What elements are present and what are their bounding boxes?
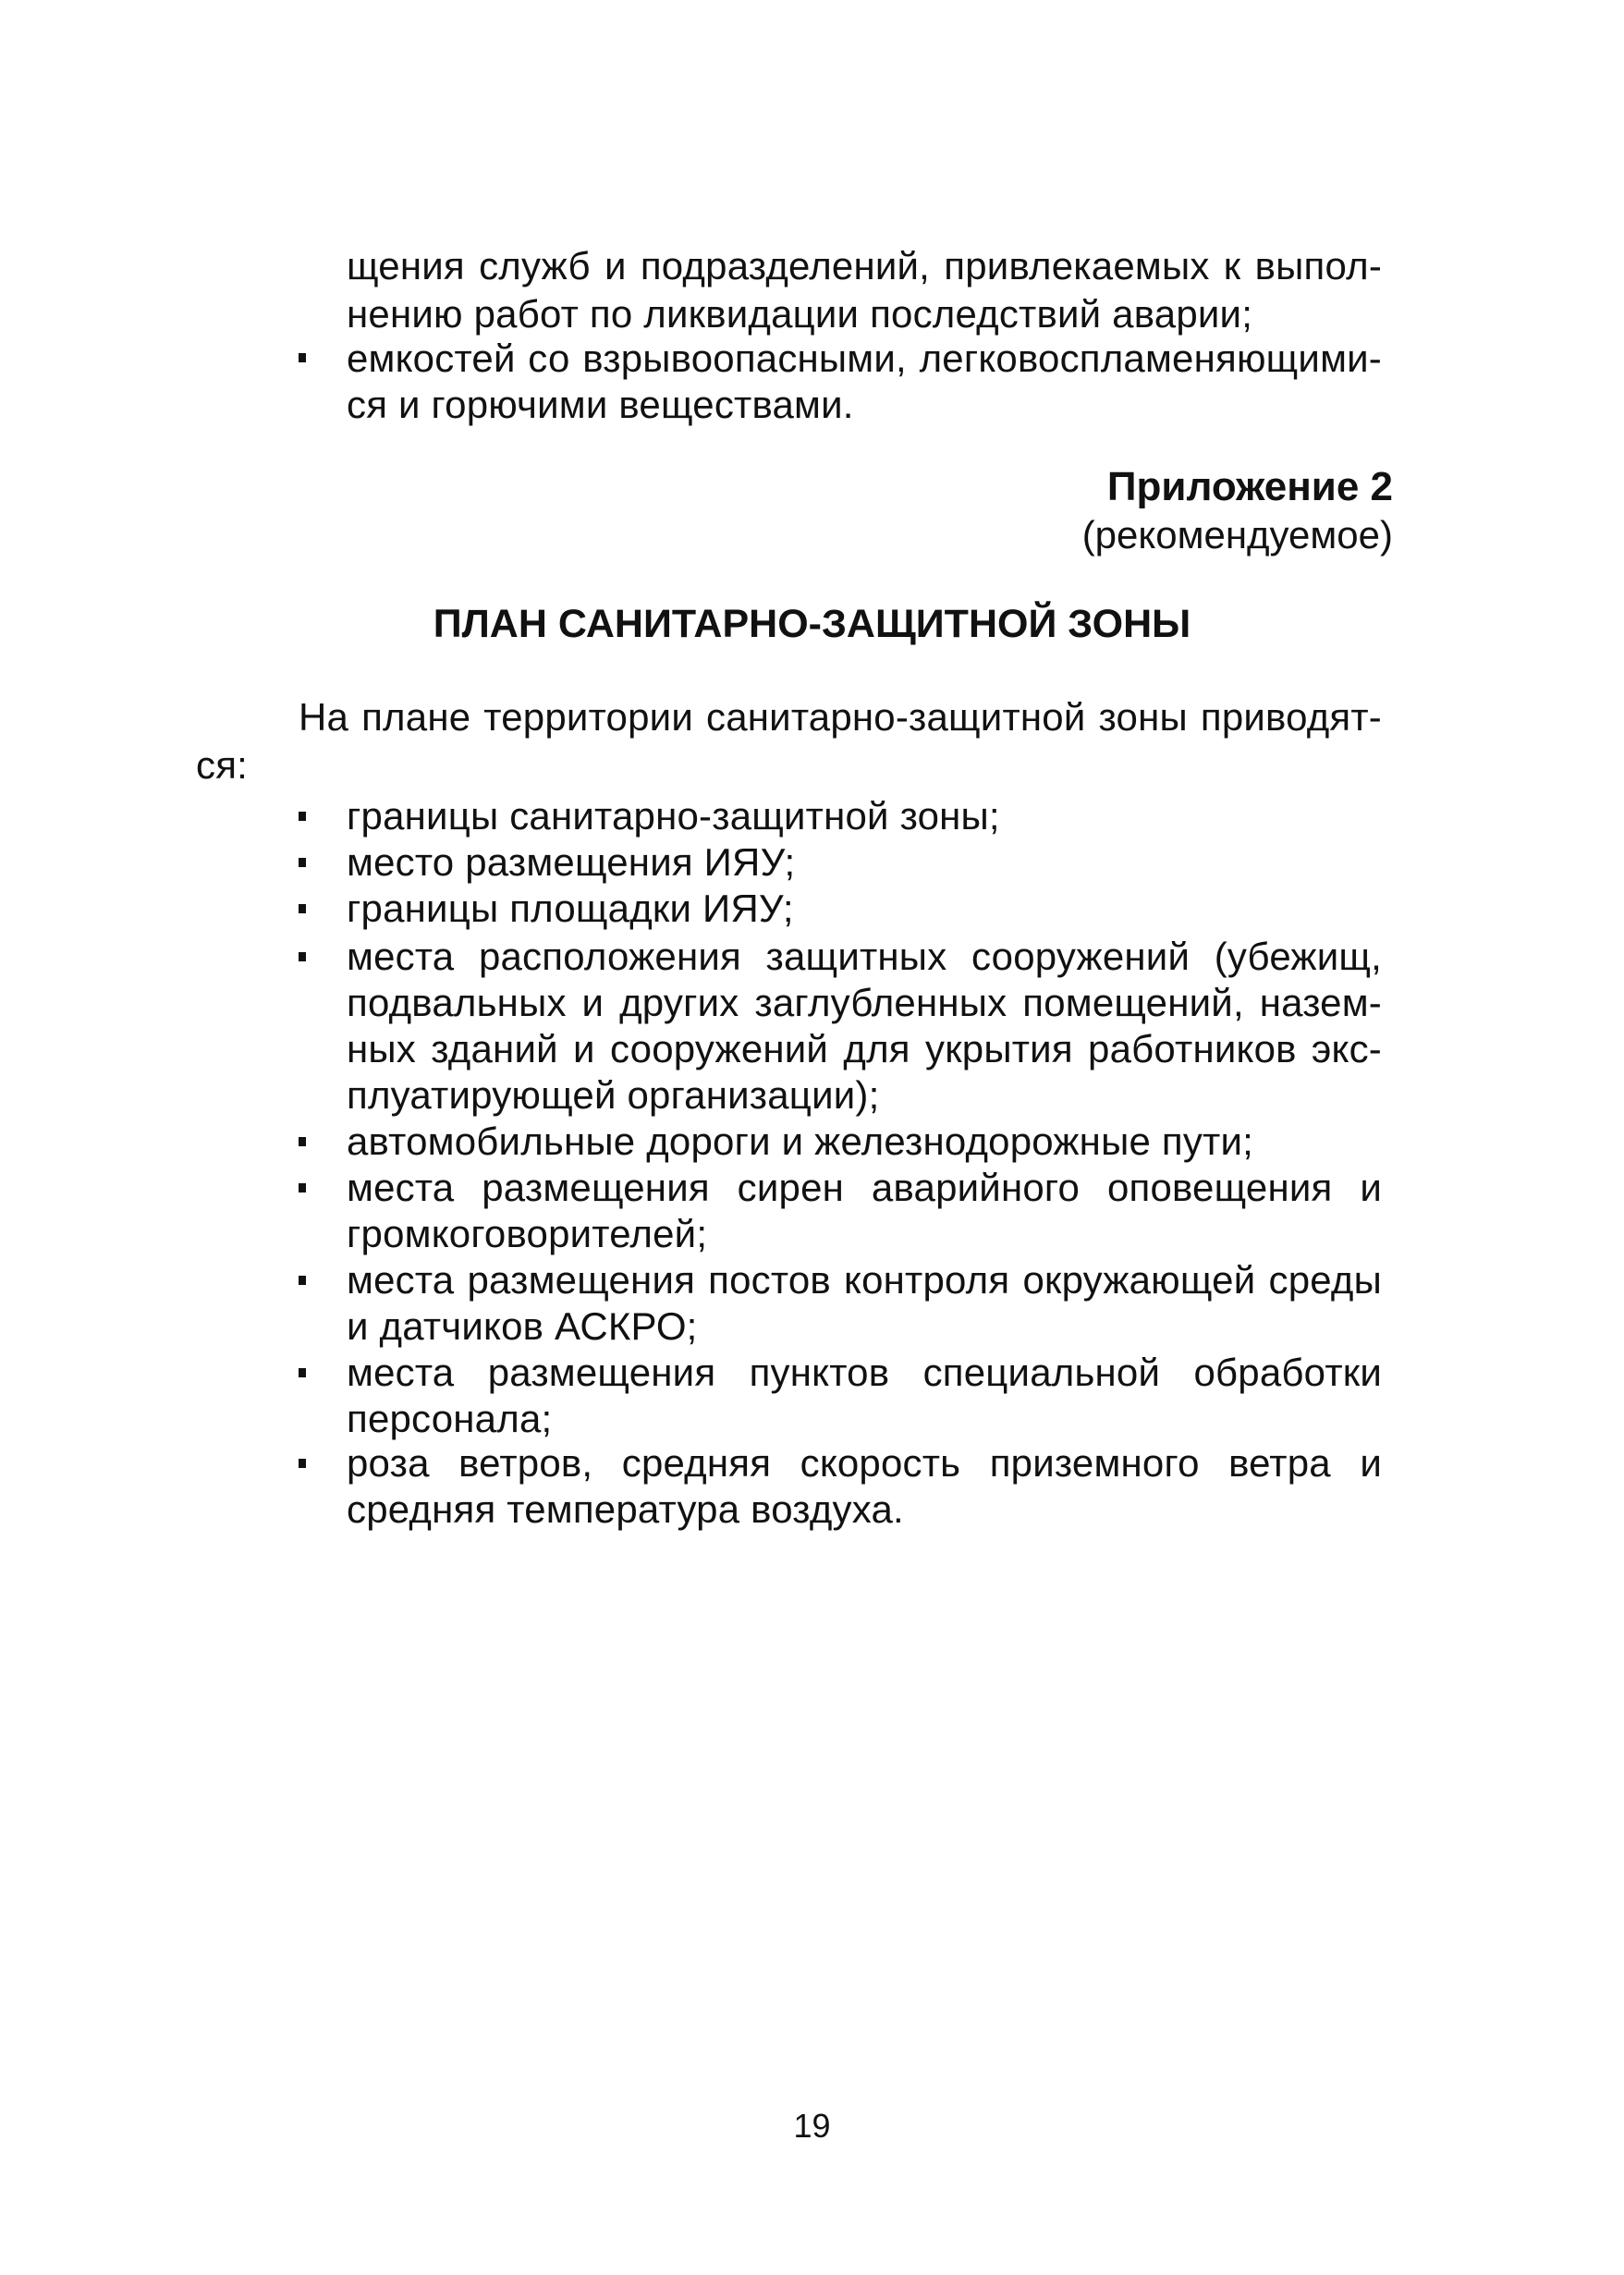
list-item-line: место размещения ИЯУ; [347,840,796,884]
bullet-marker [299,1276,306,1285]
bullet-marker [299,812,306,821]
appendix-subtitle: (рекомендуемое) [1081,513,1393,557]
appendix-title: Приложение 2 [1106,464,1393,509]
list-item-line: границы площадки ИЯУ; [347,887,794,930]
list-item-line: места расположения защитных сооружений (убежищ, [347,935,1382,978]
bullet-marker [299,1137,306,1146]
list-item-line: средняя температура воздуха. [347,1487,904,1531]
list-item-line: плуатирующей организации); [347,1073,880,1117]
list-item-line: ных зданий и сооружений для укрытия работников экс- [347,1027,1382,1070]
list-item-line: места размещения постов контроля окружающей среды [347,1258,1382,1302]
bullet-marker [299,353,306,362]
list-item-line: подвальных и других заглубленных помещений, назем- [347,981,1382,1024]
list-item-line: громкоговорителей; [347,1212,708,1255]
list-item-line: персонала; [347,1397,553,1440]
bullet-marker [299,1183,306,1193]
list-item-line: автомобильные дороги и железнодорожные пути; [347,1119,1253,1163]
list-item-line: границы санитарно-защитной зоны; [347,794,1000,838]
continuation-bullet-line: ся и горючими веществами. [347,383,854,426]
intro-line: На плане территории санитарно-защитной зоны приводят- [299,695,1382,739]
list-item-line: роза ветров, средняя скорость приземного ветра и [347,1441,1382,1485]
continuation-line: нению работ по ликвидации последствий аварии; [347,292,1253,336]
list-item-line: и датчиков АСКРО; [347,1304,698,1348]
bullet-marker [299,1459,306,1468]
bullet-marker [299,952,306,961]
list-item-line: места размещения пунктов специальной обработки [347,1351,1382,1394]
section-heading: ПЛАН САНИТАРНО-ЗАЩИТНОЙ ЗОНЫ [433,602,1191,646]
intro-line: ся: [196,743,249,787]
page-number: 19 [793,2107,831,2145]
list-item-line: места размещения сирен аварийного оповещения и [347,1166,1382,1209]
continuation-bullet-line: емкостей со взрывоопасными, легковоспламеняющими- [347,336,1382,380]
continuation-line: щения служб и подразделений, привлекаемых к выпол- [347,244,1382,287]
bullet-marker [299,858,306,867]
bullet-marker [299,904,306,913]
bullet-marker [299,1368,306,1377]
